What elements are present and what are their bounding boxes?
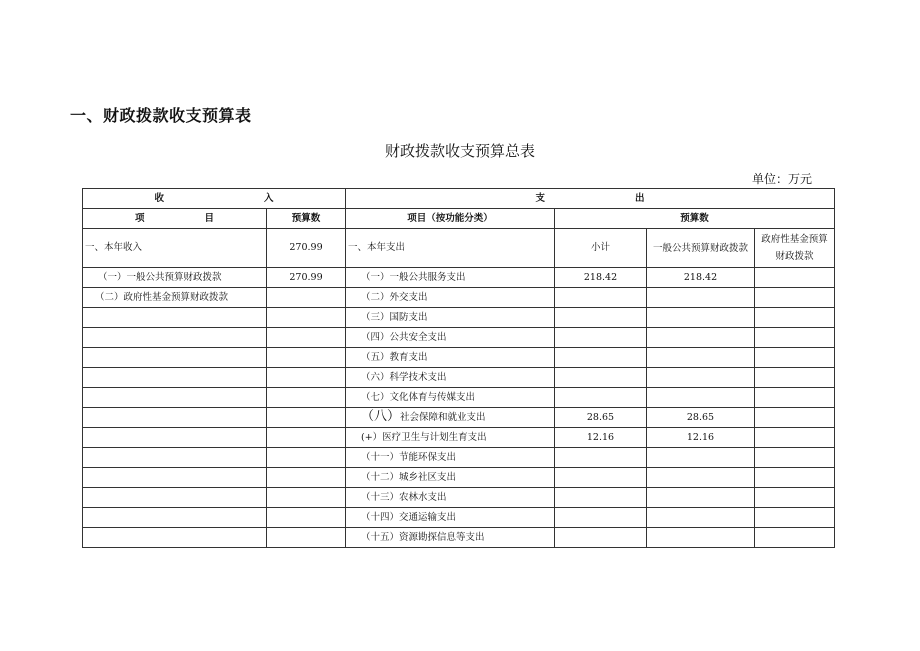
subtotal-header: 小计 (555, 229, 647, 268)
fund-budget-header: 政府性基金预算财政拨款 (755, 229, 835, 268)
income-budget-header: 预算数 (267, 209, 346, 229)
header-row-2 (83, 209, 835, 229)
table-row: （十四）交通运输支出 (83, 508, 835, 528)
table-row: （五）教育支出 (83, 348, 835, 368)
table-row: (+）医疗卫生与计划生育支出 12.16 12.16 (83, 428, 835, 448)
table-row: （七）文化体育与传媒支出 (83, 388, 835, 408)
table-row: （三）国防支出 (83, 308, 835, 328)
budget-table (82, 188, 835, 548)
table-row: （二）政府性基金预算财政拨款 （二）外交支出 (83, 288, 835, 308)
table-row: （八）社会保障和就业支出 28.65 28.65 (83, 408, 835, 428)
table-row: （十二）城乡社区支出 (83, 468, 835, 488)
unit-label: 单位：万元 (752, 172, 813, 186)
table-row-totals (83, 229, 835, 268)
table-title: 财政拨款收支预算总表 (384, 142, 535, 160)
expense-header: 支 出 (346, 189, 835, 209)
function-item-header: 项目（按功能分类） (346, 209, 555, 229)
expense-total-label: 一、本年支出 (346, 229, 555, 268)
expense-budget-header: 预算数 (555, 209, 835, 229)
section-heading: 一、财政拨款收支预算表 (70, 106, 252, 125)
income-total-label: 一、本年收入 (83, 229, 267, 268)
table-row: （六）科学技术支出 (83, 368, 835, 388)
header-row-1 (83, 189, 835, 209)
table-row: （四）公共安全支出 (83, 328, 835, 348)
table-row: （十一）节能环保支出 (83, 448, 835, 468)
table-row: （一）一般公共预算财政拨款 270.99 （一）一般公共服务支出 218.42 218.42 (83, 268, 835, 288)
item-header: 项 目 (83, 209, 267, 229)
table-row: （十三）农林水支出 (83, 488, 835, 508)
general-budget-header: 一般公共预算财政拨款 (647, 229, 755, 268)
income-header: 收 入 (83, 189, 346, 209)
table-row: （十五）资源勘探信息等支出 (83, 528, 835, 548)
income-total-value: 270.99 (267, 229, 346, 268)
